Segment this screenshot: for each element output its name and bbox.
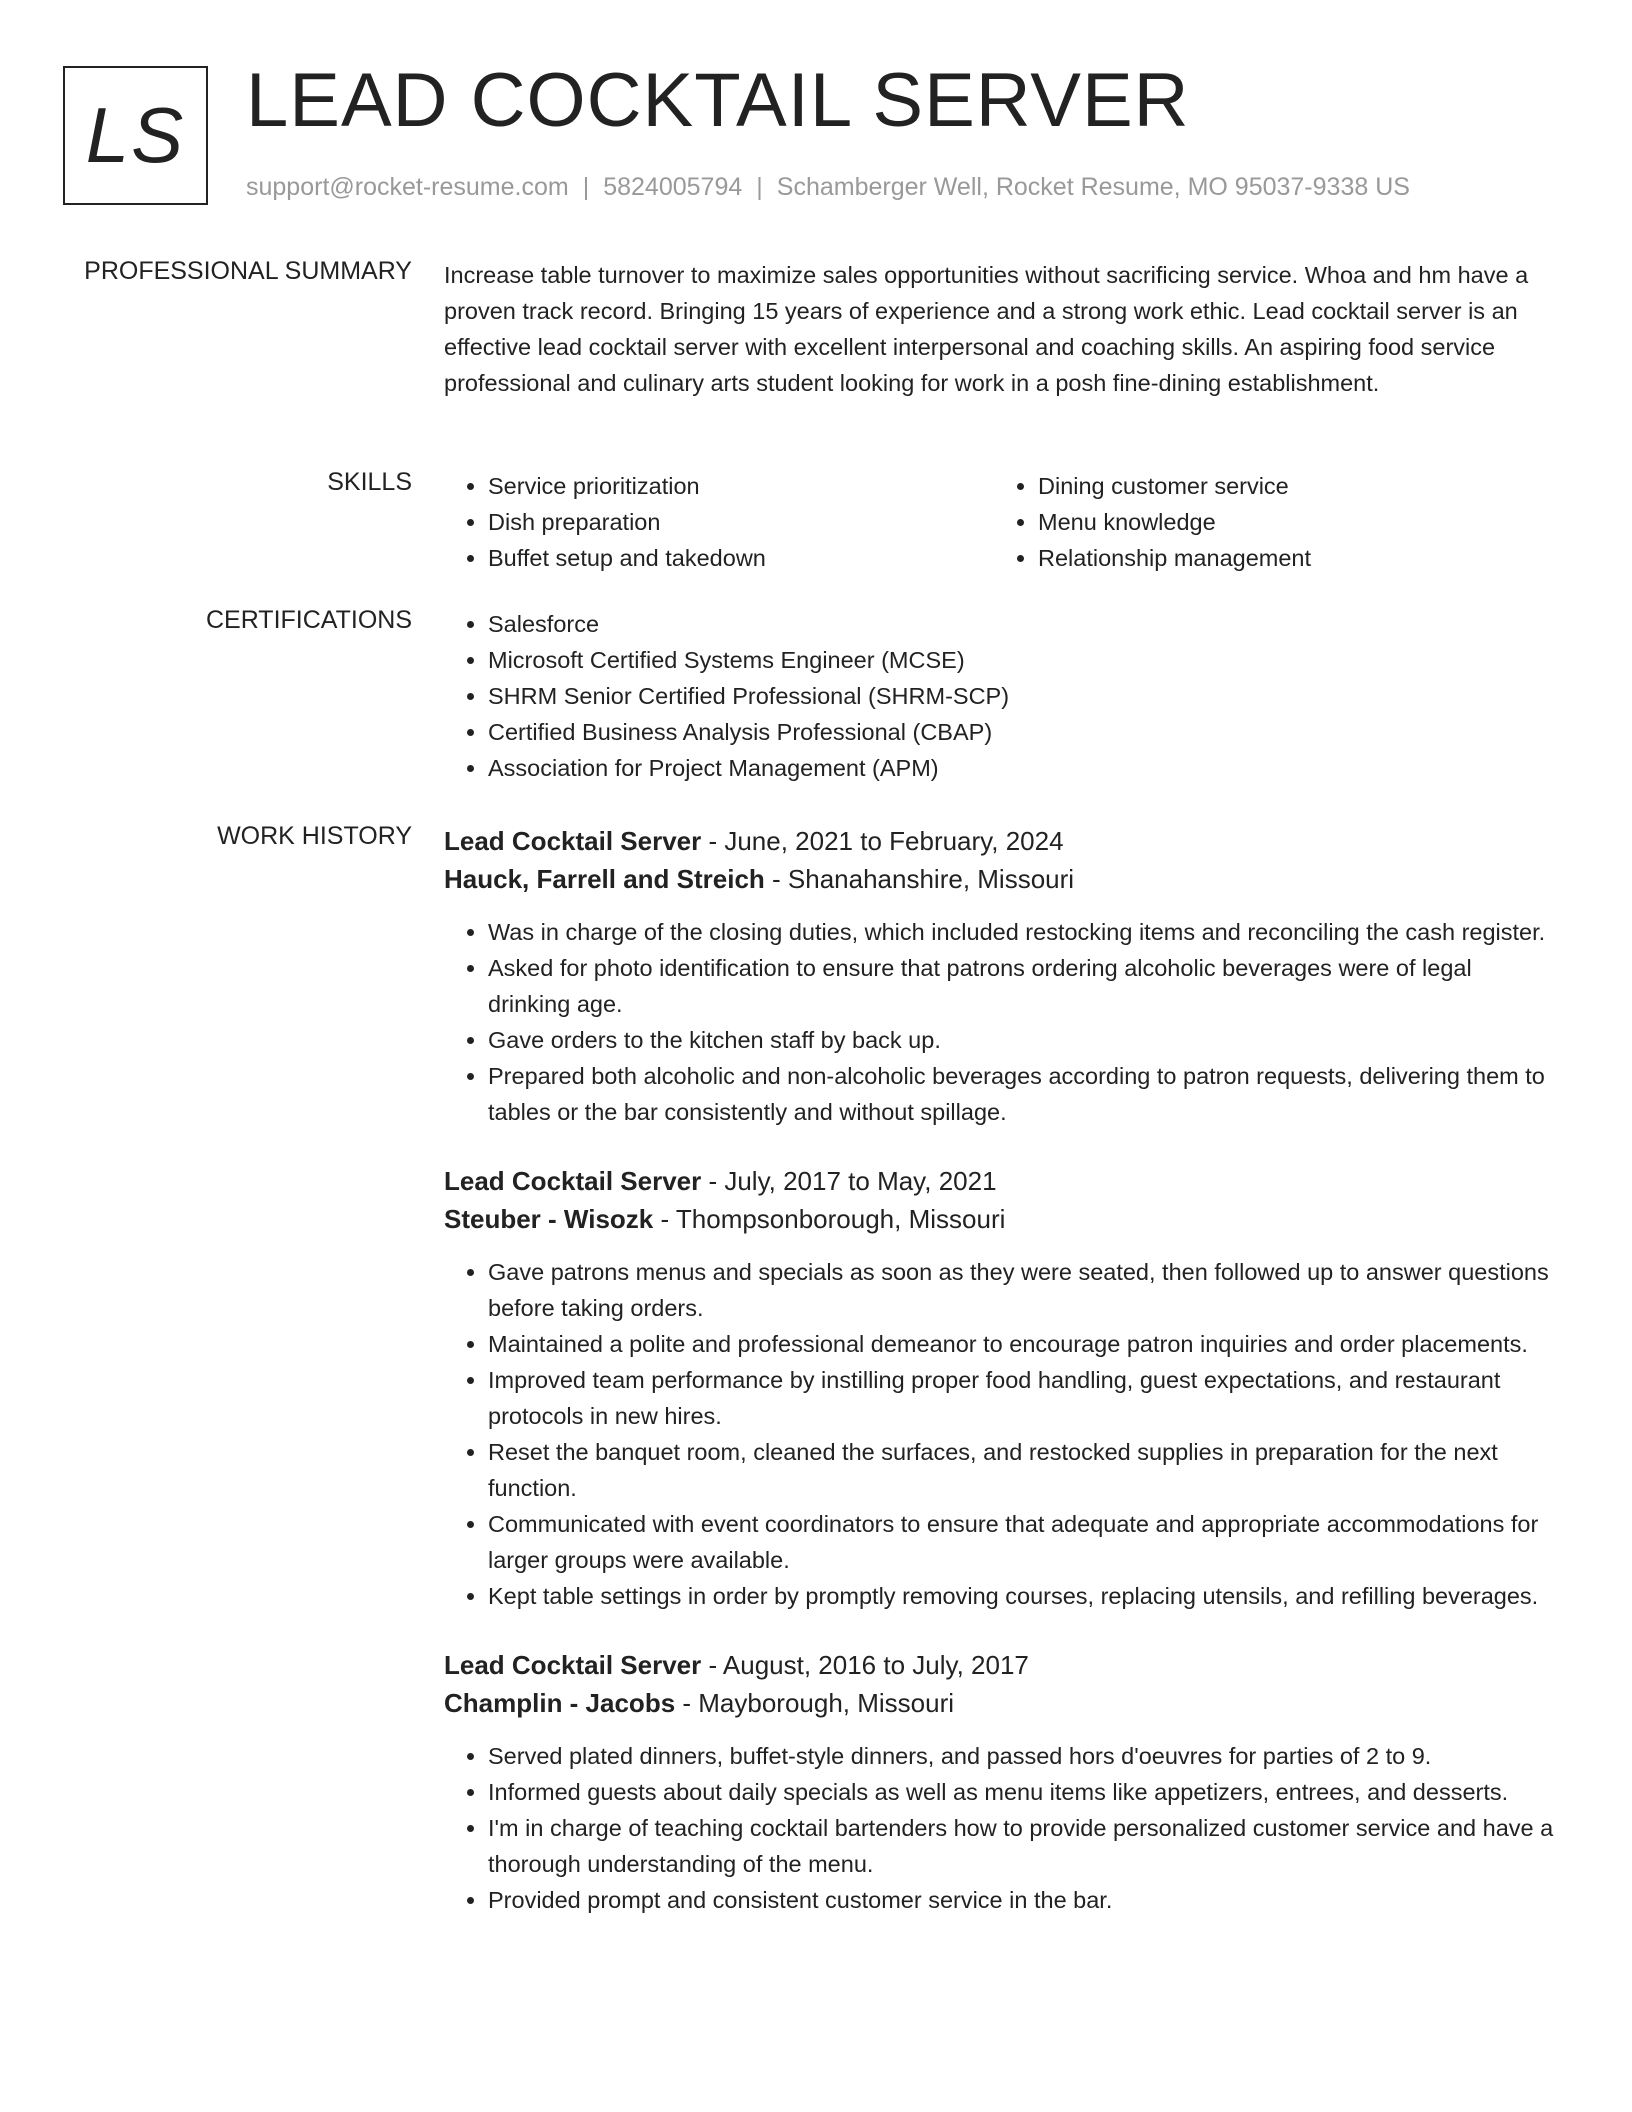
- job-title: Lead Cocktail Server: [444, 826, 702, 856]
- section-label-summary: PROFESSIONAL SUMMARY: [84, 257, 412, 285]
- section-label-skills: SKILLS: [327, 468, 412, 496]
- section-label-work-history: WORK HISTORY: [217, 822, 412, 850]
- job-title: Lead Cocktail Server: [444, 1650, 702, 1680]
- job-bullet: • Kept table settings in order by promptly removing courses, replacing utensils, and refilling beverages.: [488, 1578, 1556, 1614]
- job-entry: [444, 1646, 1556, 1918]
- contact-email[interactable]: support@rocket-resume.com: [246, 173, 569, 201]
- certifications-list: [444, 606, 1556, 786]
- skill-item: • Relationship management: [1038, 540, 1588, 576]
- job-company-line: [444, 1200, 1556, 1238]
- job-bullet: • Gave patrons menus and specials as soon as they were seated, then followed up to answer questions before taking orders.: [488, 1254, 1556, 1326]
- job-bullet: • Reset the banquet room, cleaned the surfaces, and restocked supplies in preparation for the next function.: [488, 1434, 1556, 1506]
- job-entry: [444, 822, 1556, 1130]
- job-company: Steuber - Wisozk: [444, 1204, 654, 1234]
- job-entry: [444, 1162, 1556, 1614]
- resume-title: LEAD COCKTAIL SERVER: [246, 58, 1190, 143]
- job-bullet: • Asked for photo identification to ensure that patrons ordering alcoholic beverages were of legal drinking age.: [488, 950, 1556, 1022]
- contact-separator: |: [756, 173, 763, 201]
- job-bullets: [444, 1738, 1556, 1918]
- job-bullet: • Served plated dinners, buffet-style dinners, and passed hors d'oeuvres for parties of 2 to 9.: [488, 1738, 1556, 1774]
- certification-item: • Association for Project Management (APM): [488, 750, 1556, 786]
- certification-item: • SHRM Senior Certified Professional (SHRM-SCP): [488, 678, 1556, 714]
- job-bullets: [444, 914, 1556, 1130]
- job-company-line: [444, 1684, 1556, 1722]
- certification-item: • Salesforce: [488, 606, 1556, 642]
- job-bullet: • I'm in charge of teaching cocktail bartenders how to provide personalized customer service and have a thorough understanding of the menu.: [488, 1810, 1556, 1882]
- job-dates: - June, 2021 to February, 2024: [701, 826, 1064, 856]
- job-location: - Thompsonborough, Missouri: [653, 1204, 1006, 1234]
- certifications-body: [444, 606, 1556, 786]
- job-title-line: [444, 1646, 1556, 1684]
- skill-item: • Dining customer service: [1038, 468, 1588, 504]
- job-bullet: • Prepared both alcoholic and non-alcoholic beverages according to patron requests, delivering them to tables or the bar consistently and without spillage.: [488, 1058, 1556, 1130]
- skills-body: [444, 468, 1556, 576]
- job-title-line: [444, 1162, 1556, 1200]
- job-bullet: • Gave orders to the kitchen staff by back up.: [488, 1022, 1556, 1058]
- job-title-line: [444, 822, 1556, 860]
- contact-separator: |: [582, 173, 590, 201]
- contact-line: [246, 173, 1410, 202]
- job-bullet: • Communicated with event coordinators to ensure that adequate and appropriate accommodations for larger groups were available.: [488, 1506, 1556, 1578]
- job-dates: - July, 2017 to May, 2021: [701, 1166, 997, 1196]
- skill-item: • Service prioritization: [488, 468, 1038, 504]
- contact-phone[interactable]: 5824005794: [603, 173, 743, 201]
- job-company: Hauck, Farrell and Streich: [444, 864, 765, 894]
- job-bullet: • Was in charge of the closing duties, which included restocking items and reconciling the cash register.: [488, 914, 1556, 950]
- job-bullet: • Provided prompt and consistent customer service in the bar.: [488, 1882, 1556, 1918]
- job-title: Lead Cocktail Server: [444, 1166, 702, 1196]
- job-location: - Shanahanshire, Missouri: [764, 864, 1075, 894]
- monogram-box: [63, 66, 208, 205]
- skill-item: • Menu knowledge: [1038, 504, 1588, 540]
- work-history-body: [444, 822, 1556, 1918]
- job-company: Champlin - Jacobs: [444, 1688, 676, 1718]
- section-label-certifications: CERTIFICATIONS: [205, 606, 412, 634]
- skill-item: • Buffet setup and takedown: [488, 540, 1038, 576]
- job-dates: - August, 2016 to July, 2017: [701, 1650, 1029, 1680]
- contact-address: Schamberger Well, Rocket Resume, MO 95037-9338 US: [776, 173, 1410, 201]
- skill-item: • Dish preparation: [488, 504, 1038, 540]
- job-bullet: • Improved team performance by instilling proper food handling, guest expectations, and restaurant protocols in new hires.: [488, 1362, 1556, 1434]
- certification-item: • Certified Business Analysis Professional (CBAP): [488, 714, 1556, 750]
- job-bullets: [444, 1254, 1556, 1614]
- job-company-line: [444, 860, 1556, 898]
- job-bullet: • Informed guests about daily specials as well as menu items like appetizers, entrees, and desserts.: [488, 1774, 1556, 1810]
- skills-list: [444, 468, 1588, 576]
- certification-item: • Microsoft Certified Systems Engineer (MCSE): [488, 642, 1556, 678]
- monogram-initials: LS: [85, 91, 186, 179]
- summary-text: Increase table turnover to maximize sales opportunities without sacrificing service. Whoa and hm have a proven track record. Bringing 15 years of experience and a strong work ethic. Lead cocktail server is an effective lead cocktail server with excellent interpersonal and coaching skills. An aspiring food service professional and culinary arts student looking for work in a posh fine-dining establishment.: [444, 262, 1529, 396]
- job-location: - Mayborough, Missouri: [675, 1688, 955, 1718]
- job-bullet: • Maintained a polite and professional demeanor to encourage patron inquiries and order placements.: [488, 1326, 1556, 1362]
